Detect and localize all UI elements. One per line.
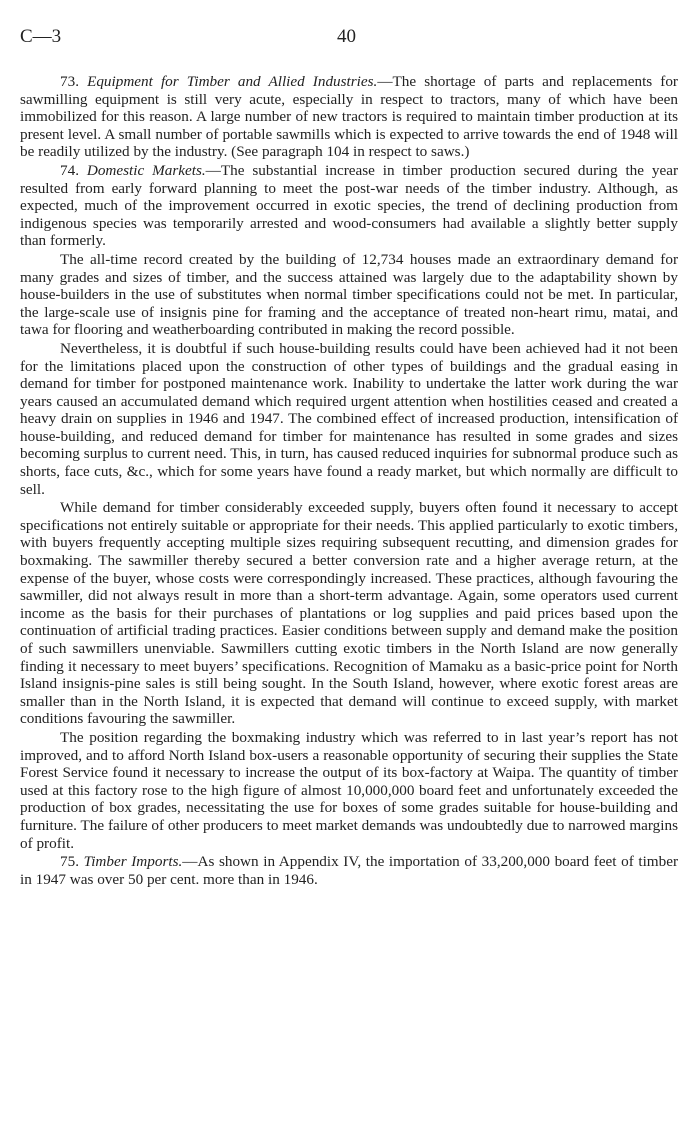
section-heading: Equipment for Timber and Allied Industries.: [87, 73, 378, 90]
document-reference: C—3: [20, 26, 62, 47]
paragraph-buyer-specifications: [20, 499, 678, 728]
paragraph-number: 75.: [60, 853, 79, 871]
section-heading: Timber Imports.: [83, 853, 183, 871]
paragraph-text: —As shown in Appendix IV, the importation of 33,200,000 board feet of timber in 1947 was over 50 per cent. more than in 1946.: [20, 853, 679, 888]
page-header: [20, 26, 678, 58]
paragraph-maintenance-demand: [20, 340, 678, 498]
paragraph-74: [20, 162, 678, 250]
paragraph-73: [20, 73, 678, 161]
document-page: [20, 26, 678, 889]
paragraph-number: 73.: [60, 73, 79, 90]
paragraph-text: The all-time record created by the building of 12,734 houses made an extraordinary demand for many grades and sizes of timber, and the success attained was largely due to the adaptability shown by house-builders in the use of substitutes when normal timber specifications could not be met. In particular, the large-scale use of insignis pine for framing and the acceptance of treated non-heart rimu, matai, and tawa for flooring and weatherboarding contributed in making the record possible.: [20, 250, 678, 339]
paragraph-text: —The substantial increase in timber production secured during the year resulted from early forward planning to meet the post-war needs of the timber industry. Although, as expected, much of the improvement occurred in exotic species, the trend of declining production from indigenous species was temporarily arrested and wood-consumers had available a slightly better supply than formerly.: [20, 161, 679, 250]
page-number: 40: [337, 26, 356, 47]
paragraph-housing-record: [20, 251, 678, 339]
paragraph-boxmaking: [20, 729, 678, 852]
paragraph-text: Nevertheless, it is doubtful if such house-building results could have been achieved had it not been for the limitations placed upon the construction of other types of buildings and the gradual easing in demand for timber for postponed maintenance work. Inability to undertake the latter work during the war years caused an accumulated demand which required urgent attention when hostilities ceased and created a heavy drain on supplies in 1946 and 1947. The combined effect of increased production, intensification of house-building, and reduced demand for timber for maintenance has resulted in some grades and sizes becoming surplus to current need. This, in turn, has caused reduced inquiries for subnormal produce such as shorts, face cuts, &c., which for some years have found a ready market, but which normally are difficult to sell.: [20, 339, 678, 498]
paragraph-text: The position regarding the boxmaking industry which was referred to in last year’s report has not improved, and to afford North Island box-users a reasonable opportunity of securing their supplies the State Forest Service found it necessary to increase the output of its box-factory at Waipa. The quantity of timber used at this factory rose to the high figure of almost 10,000,000 board feet and unfortunately exceeded the production of box grades, necessitating the use for boxes of some grades suitable for house-building and furniture. The failure of other producers to meet market demands was undoubtedly due to narrowed margins of profit.: [20, 728, 678, 852]
paragraph-text: —The shortage of parts and replacements for sawmilling equipment is still very acute, especially in respect to tractors, many of which have been immobilized for this reason. A large number of new tractors is required to maintain timber production at its present level. A small number of portable sawmills which is expected to arrive towards the end of 1948 will be readily utilized by the industry. (See paragraph 104 in respect to saws.): [20, 73, 678, 161]
section-heading: Domestic Markets.: [86, 161, 206, 179]
paragraph-number: 74.: [60, 161, 79, 179]
paragraph-text: While demand for timber considerably exceeded supply, buyers often found it necessary to accept specifications not entirely suitable or appropriate for their needs. This applied particularly to exotic timbers, with buyers frequently accepting multiple sizes requiring subsequent recutting, and dimension grades for boxmaking. The sawmiller thereby secured a better conversion rate and a higher average return, at the expense of the buyer, whose costs were correspondingly increased. These practices, although favouring the sawmiller, did not always result in more than a short-term advantage. Again, some operators used current income as the basis for their purchases of plantations or log supplies and paid prices based upon the continuation of artificial trading practices. Easier conditions between supply and demand make the position of such sawmillers unenviable. Sawmillers cutting exotic timbers in the North Island are now generally finding it necessary to meet buyers’ specifications. Recognition of Mamaku as a basic-price point for North Island insignis-pine sales is still being sought. In the South Island, however, where exotic forest areas are smaller than in the North Island, it is expected that demand will continue to exceed supply, with market conditions favouring the sawmiller.: [20, 499, 678, 728]
paragraph-75: [20, 853, 678, 888]
document-body: [20, 73, 678, 888]
